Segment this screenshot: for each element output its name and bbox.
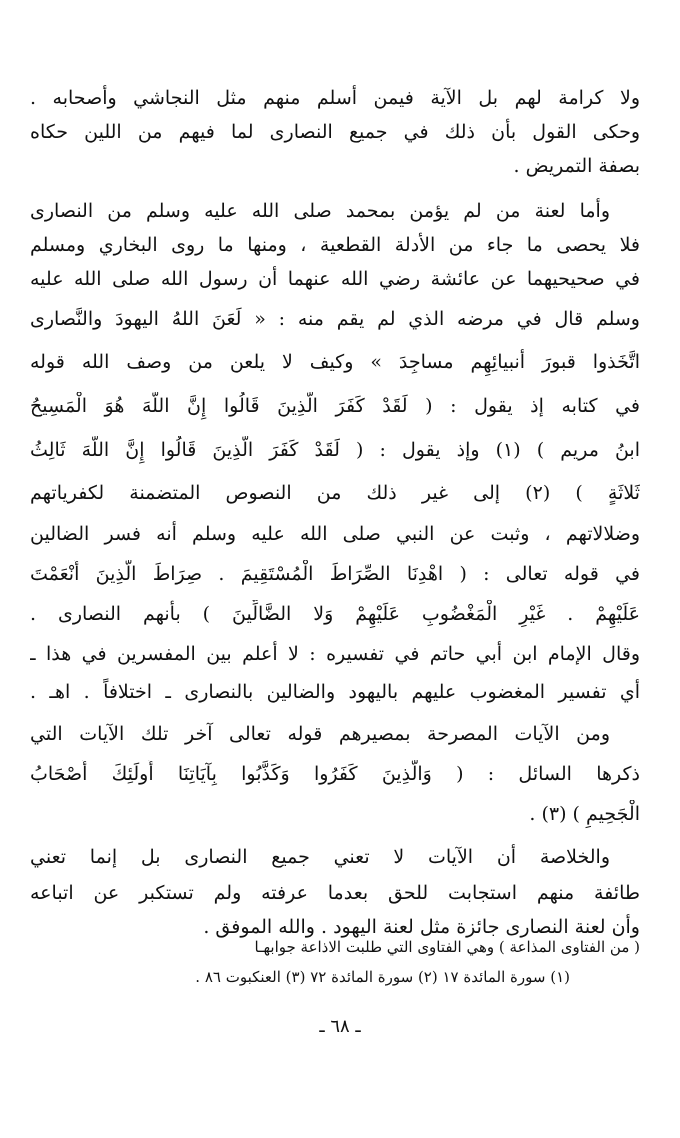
body-line-8: اتَّخَذوا قبورَ أنبيائِهِم مساجِدَ » وكيف لا يلعن من وصف الله قوله — [30, 351, 640, 373]
body-line-17: ومن الآيات المصرحة بمصيرهم قوله تعالى آخر تلك الآيات التي — [30, 723, 610, 745]
body-line-6: في صحيحيهما عن عائشة رضي الله عنهما أن رسول الله صلى الله عليه — [30, 268, 640, 290]
body-line-7: وسلم قال في مرضه الذي لم يقم منه : « لَعَنَ اللهُ اليهودَ والنَّصارى — [30, 308, 640, 330]
body-line-4: وأما لعنة من لم يؤمن بمحمد صلى الله عليه وسلم من النصارى — [30, 200, 610, 222]
footnotes: (١) سورة المائدة ١٧ (٢) سورة المائدة ٧٢ (٣) العنكبوت ٨٦ . — [195, 968, 570, 986]
body-line-18: ذكرها السائل : ( وَالَّذِينَ كَفَرُوا وَكَذَّبُوا بِآيَاتِنَا أُولَئِكَ أَصْحَابُ — [30, 763, 640, 785]
body-line-5: فلا يحصى ما جاء من الأدلة القطعية ، ومنها ما روى البخاري ومسلم — [30, 234, 640, 256]
body-line-15: وقال الإمام ابن أبي حاتم في تفسيره : لا أعلم بين المفسرين في هذا ـ — [30, 643, 640, 665]
body-line-3: بصفة التمريض . — [513, 155, 640, 177]
body-line-21: طائفة منهم استجابت للحق بعدما عرفته ولم تستكبر عن اتباعه — [30, 882, 640, 904]
body-line-2: وحكى القول بأن ذلك في جميع النصارى لما فيهم من اللين حكاه — [30, 121, 640, 143]
body-line-22: وأن لعنة النصارى جائزة مثل لعنة اليهود . والله الموفق . — [203, 916, 640, 938]
source-note: ( من الفتاوى المذاعة ) وهي الفتاوى التي طلبت الاذاعة جوابهـا — [254, 938, 640, 956]
body-line-16: أي تفسير المغضوب عليهم باليهود والضالين بالنصارى ـ اختلافاً . اهـ . — [30, 681, 640, 703]
body-line-12: وضلالاتهم ، وثبت عن النبي صلى الله عليه وسلم أنه فسر الضالين — [30, 523, 640, 545]
body-line-14: عَلَيْهِمْ . غَيْرِ الْمَغْضُوبِ عَلَيْهِمْ وَلا الضَّالِّينَ ) بأنهم النصارى . — [30, 603, 640, 625]
body-line-19: الْجَحِيمِ ) (٣) . — [529, 803, 640, 825]
body-line-11: ثَلاثَةٍ ) (٢) إلى غير ذلك من النصوص المتضمنة لكفرياتهم — [30, 482, 640, 504]
body-line-10: ابنُ مريم ) (١) وإذ يقول : ( لَقَدْ كَفَرَ الَّذِينَ قَالُوا إِنَّ اللَّهَ ثَالِثُ — [30, 439, 640, 461]
page-number: ـ ٦٨ ـ — [319, 1016, 361, 1037]
body-line-1: ولا كرامة لهم بل الآية فيمن أسلم منهم مثل النجاشي وأصحابه . — [30, 87, 640, 109]
body-line-13: في قوله تعالى : ( اهْدِنَا الصِّرَاطَ الْمُسْتَقِيمَ . صِرَاطَ الَّذِينَ أَنْعَمْتَ — [30, 563, 640, 585]
body-line-9: في كتابه إذ يقول : ( لَقَدْ كَفَرَ الَّذِينَ قَالُوا إِنَّ اللَّهَ هُوَ الْمَسِيحُ — [30, 395, 640, 417]
body-line-20: والخلاصة أن الآيات لا تعني جميع النصارى بل إنما تعني — [30, 846, 610, 868]
